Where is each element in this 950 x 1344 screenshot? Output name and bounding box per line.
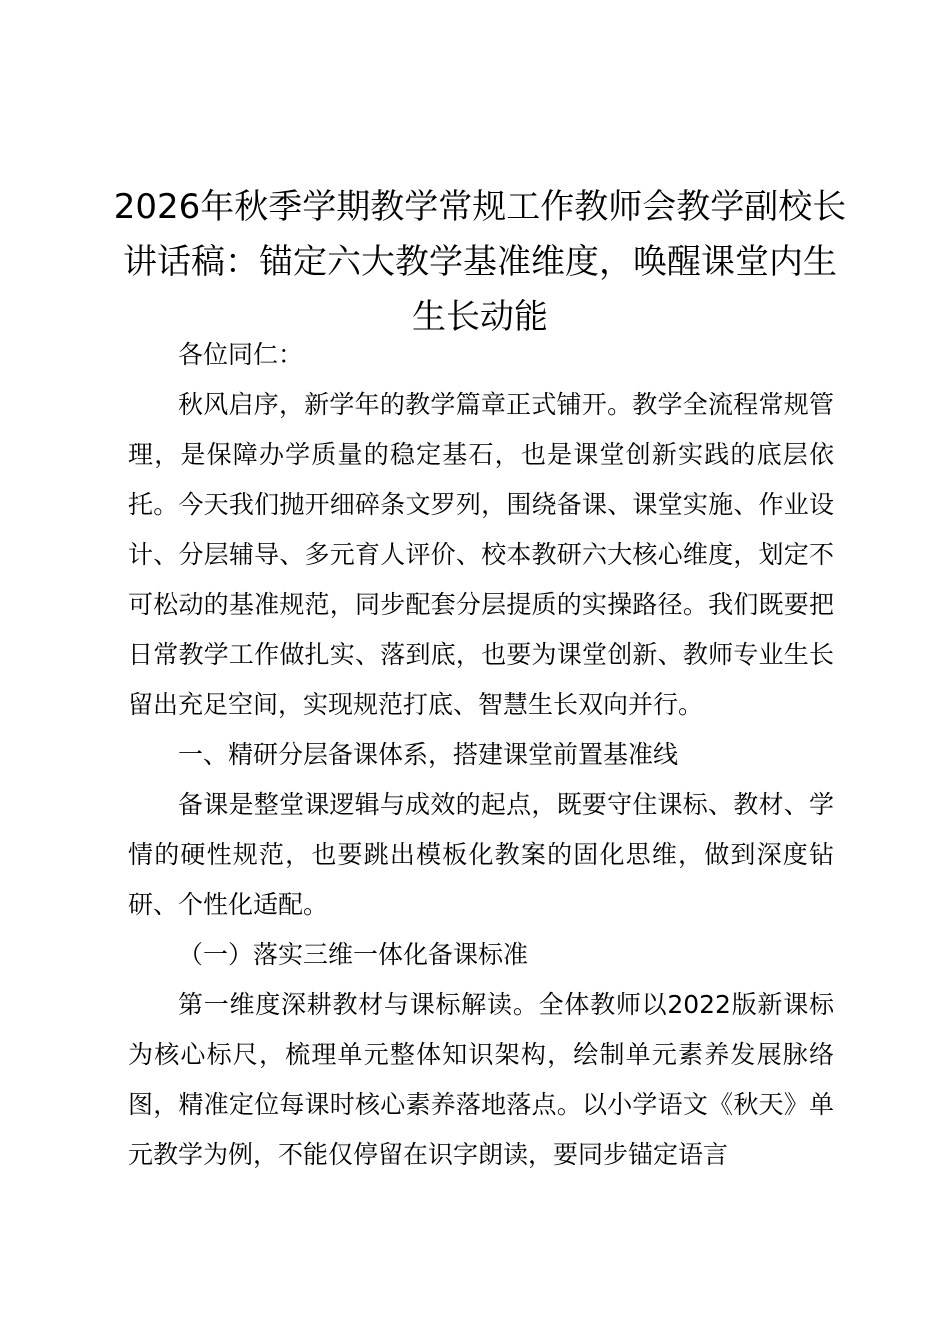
section-1-heading: 一、精研分层备课体系，搭建课堂前置基准线	[178, 740, 679, 769]
document-title: 2026年秋季学期教学常规工作教师会教学副校长讲话稿：锚定六大教学基准维度，唤醒课堂内生生长动能	[113, 187, 847, 337]
subsection-1-heading: （一）落实三维一体化备课标准	[178, 940, 529, 969]
section-1-paragraph: 备课是整堂课逻辑与成效的起点，既要守住课标、教材、学情的硬性规范，也要跳出模板化教案的固化思维，做到深度钻研、个性化适配。	[128, 790, 834, 919]
document-body	[128, 330, 834, 1180]
salutation: 各位同仁：	[178, 340, 304, 369]
intro-paragraph: 秋风启序，新学年的教学篇章正式铺开。教学全流程常规管理，是保障办学质量的稳定基石，也是课堂创新实践的底层依托。今天我们抛开细碎条文罗列，围绕备课、课堂实施、作业设计、分层辅导、多元育人评价、校本教研六大核心维度，划定不可松动的基准规范，同步配套分层提质的实操路径。我们既要把日常教学工作做扎实、落到底，也要为课堂创新、教师专业生长留出充足空间，实现规范打底、智慧生长双向并行。	[128, 390, 834, 719]
subsection-1-paragraph: 第一维度深耕教材与课标解读。全体教师以2022版新课标为核心标尺，梳理单元整体知识架构，绘制单元素养发展脉络图，精准定位每课时核心素养落地落点。以小学语文《秋天》单元教学为例，不能仅停留在识字朗读，要同步锚定语言	[128, 990, 834, 1169]
